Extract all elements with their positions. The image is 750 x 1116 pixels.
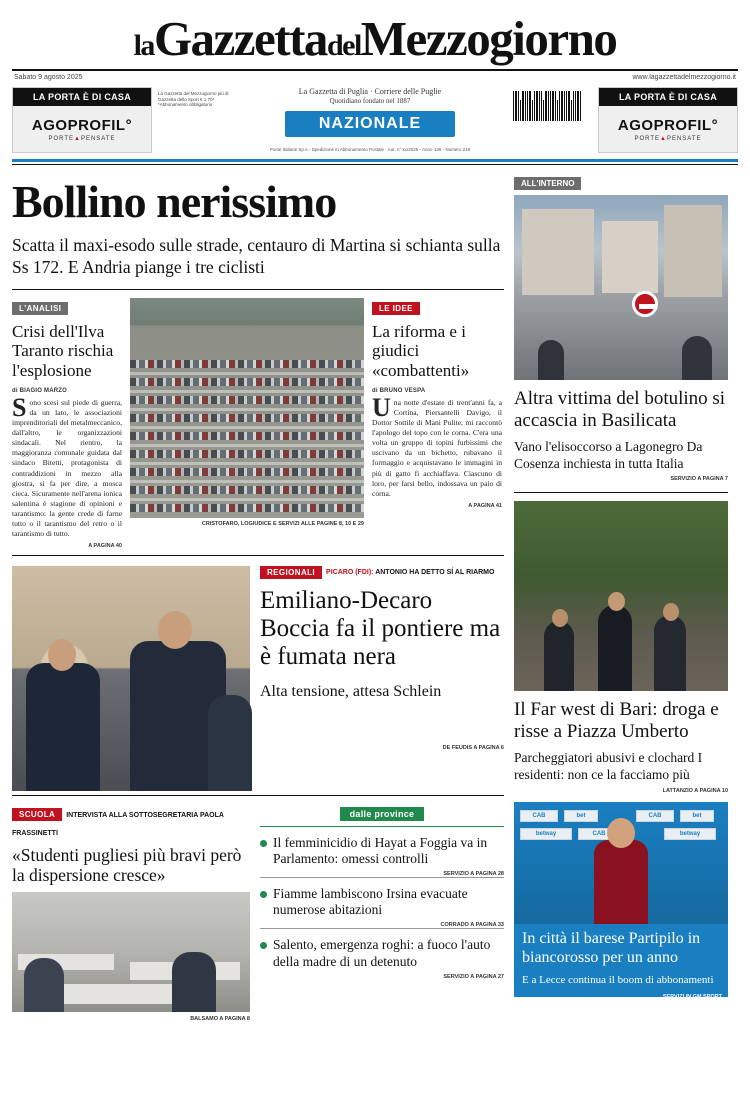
botulino-ref: SERVIZIO A PAGINA 7: [670, 476, 728, 483]
ad-right-headline: LA PORTA È DI CASA: [599, 88, 737, 106]
emiliano-kicker: [326, 569, 494, 576]
scuola-ref: BALSAMO A PAGINA 8: [190, 1015, 250, 1022]
list-item[interactable]: [260, 835, 504, 877]
photo-traffic-cars: [130, 298, 364, 518]
barcode-block: [502, 87, 592, 121]
historic-names: La Gazzetta di Puglia · Corriere delle Puglie: [298, 87, 442, 96]
ad-left-brand: AGOPROFIL°: [31, 116, 133, 134]
lead-headline: Bollino nerissimo: [12, 176, 337, 227]
scuola-kicker: INTERVISTA ALLA SOTTOSEGRETARIA PAOLA FRASSINETTI: [12, 811, 224, 837]
ad-right-tagline: PORTE▲PENSATE: [634, 135, 702, 142]
sponsor-board: betway: [664, 828, 716, 840]
article-scuola: [12, 804, 250, 1022]
analisi-ref: A PAGINA 40: [88, 542, 122, 549]
farwest-subtitle: Parcheggiatori abusivi e clochard I residenti: non ce la facciamo più: [514, 750, 703, 782]
ad-right-tagline-1: PORTE: [634, 135, 661, 142]
sport-title: In città il barese Partipilo in biancorosso per un anno: [522, 929, 701, 966]
botulino-subtitle: Vano l'elisoccorso a Lagonegro Da Cosenza inchiesta in tutta Italia: [514, 438, 703, 471]
emiliano-kicker-dark: ANTONIO HA DETTO SÍ AL RIARMO: [375, 568, 495, 576]
right-divider-1: [514, 492, 728, 493]
sponsor-board: betway: [520, 828, 572, 840]
top-strip: [12, 87, 738, 153]
botulino-title: Altra vittima del botulino si accascia in Basilicata: [514, 388, 726, 431]
lead-photo-block: [130, 298, 364, 549]
sport-ref: SERVIZI IN GM SPORT: [662, 993, 722, 997]
no-entry-sign-icon: [632, 291, 658, 317]
sponsor-board: bet: [564, 810, 598, 822]
barcode-icon: [502, 91, 592, 121]
bullet-icon: [260, 891, 267, 898]
edition-badge: NAZIONALE: [285, 111, 455, 137]
analisi-title: Crisi dell'Ilva Taranto rischia l'esplosione: [12, 321, 114, 380]
photo-politicians: [12, 566, 250, 791]
ad-left[interactable]: [12, 87, 152, 153]
bullet-icon: [260, 942, 267, 949]
bottom-row: [12, 804, 504, 1022]
province-item-text: Fiamme lambiscono Irsina evacuate numerose abitazioni: [273, 885, 468, 918]
article-emiliano: [12, 566, 504, 791]
edition-block: [244, 87, 496, 152]
ad-left-tagline: PORTE▲PENSATE: [48, 135, 116, 142]
photo-traffic-jam: [130, 298, 364, 518]
ad-right[interactable]: [598, 87, 738, 153]
lead-subheadline: Scatta il maxi-esodo sulle strade, centauro di Martina si schianta sulla Ss 172. E Andria piange i tre ciclisti: [12, 235, 501, 277]
sponsor-board: CAB: [578, 828, 620, 840]
tag-idee: LE IDEE: [372, 302, 420, 315]
sport-promo[interactable]: [514, 802, 728, 997]
analisi-byline: di BIAGIO MARZO: [12, 388, 67, 395]
sponsor-board: bet: [680, 810, 714, 822]
postal-fineprint: Poste Italiane Sp.a - Spedizione in Abbonamento Postale - Aut. n° xx/2025 - Anno 139 - Numero 218: [269, 147, 471, 152]
emiliano-subtitle: Alta tensione, attesa Schlein: [260, 682, 442, 700]
lead-divider: [12, 289, 504, 290]
scuola-title: «Studenti pugliesi più bravi però la dispersione cresce»: [12, 844, 242, 886]
farwest-ref: LATTANZIO A PAGINA 10: [662, 787, 728, 794]
province-item-ref: SERVIZIO A PAGINA 28: [443, 870, 504, 877]
tag-allinterno: ALL'INTERNO: [514, 177, 581, 190]
list-item[interactable]: [260, 886, 504, 928]
website-url[interactable]: www.lagazzettadelmezzogiorno.it: [632, 74, 736, 81]
right-column: [514, 173, 728, 1022]
province-divider: [260, 826, 504, 827]
province-item-text: Salento, emergenza roghi: a fuoco l'auto della madre di un detenuto: [273, 937, 491, 969]
emiliano-title: Emiliano-Decaro Boccia fa il pontiere ma è fumata nera: [260, 586, 501, 670]
mid-divider: [12, 555, 504, 556]
idee-title: La riforma e i giudici «combattenti»: [372, 321, 470, 380]
thin-divider: [12, 164, 738, 165]
photo-piazza-umberto: [514, 501, 728, 691]
subscription-fineprint: La Gazzetta del Mezzogiorno più di Gazzetta dello Sport € 1,70* *Abbonamento obbligatorio: [158, 91, 229, 108]
masthead-title-gazzetta: Gazzetta: [153, 11, 327, 66]
founded-line: Quotidiano fondato nel 1887: [329, 97, 411, 105]
emiliano-ref: DE FEUDIS A PAGINA 6: [442, 744, 504, 751]
photo-classroom: [12, 892, 250, 1012]
idee-body: Una notte d'estate di trent'anni fa, a Cortina, Piersantelli Davigo, il Dottor Sottile di Mani Pulite, mi raccontò l'apologo del topo con le corna. C'era una volta un gruppo di topini furbissimi che uscivano da un bichetto, rubavano il formaggio e acquistavano le immagini in più di gatto fi acchiaffava. Ciascuno di loro, per farsi bello, indossava un paio di corna.: [372, 393, 502, 498]
masthead: [12, 0, 738, 81]
ad-right-brand: AGOPROFIL°: [617, 116, 719, 134]
bottom-divider: [12, 795, 504, 796]
province-item-ref: SERVIZIO A PAGINA 27: [443, 973, 504, 980]
ad-left-tagline-2: PENSATE: [80, 135, 116, 142]
idee-ref: A PAGINA 41: [468, 502, 502, 509]
ad-right-tagline-2: PENSATE: [666, 135, 702, 142]
sponsor-board: CAB: [636, 810, 674, 822]
province-block: [260, 804, 504, 1022]
sponsor-board: CAB: [520, 810, 558, 822]
province-item-ref: CORRADO A PAGINA 33: [440, 922, 504, 929]
photo-traffic-caption: CRISTOFARO, LOGIUDICE E SERVIZI ALLE PAGINE 8, 10 E 29: [201, 520, 364, 527]
player-figure: [594, 840, 648, 924]
sport-subtitle: E a Lecce continua il boom di abbonamenti: [522, 973, 714, 986]
issue-date: Sabato 9 agosto 2025: [14, 74, 83, 81]
farwest-title: Il Far west di Bari: droga e risse a Piazza Umberto: [514, 699, 719, 743]
masthead-title: [12, 11, 738, 66]
article-idee: [372, 298, 502, 549]
emiliano-kicker-red: PICARO (FDI):: [326, 568, 374, 576]
province-item-text: Il femminicidio di Hayat a Foggia va in Parlamento: omessi controlli: [273, 834, 488, 866]
masthead-title-del: del: [326, 29, 361, 62]
photo-footballer: [514, 802, 728, 924]
ad-left-tagline-1: PORTE: [48, 135, 75, 142]
idee-byline: di BRUNO VESPA: [372, 388, 426, 395]
tag-province: dalle province: [340, 807, 425, 821]
ad-left-headline: LA PORTA È DI CASA: [13, 88, 151, 106]
province-item-divider: [260, 877, 504, 878]
masthead-title-mezzogiorno: Mezzogiorno: [360, 11, 617, 66]
analisi-body: Sono scesi sul piede di guerra, da un lato, le associazioni imprenditoriali del metalmeccanico, dall'altro, le organizzazioni sindacali. Nel rientro, la maggioranza comunale guidata dal sindaco Bitetti, protagonista di contraddizioni in mezzo alla giostra, si fa per dire, a mosca cieca. Sicuramente nell'arena ionica salentina è stagione di opinioni e tarantismo: la gente crede di farne tutto o il tarantismo del retro o il tarantismo di tutto.: [12, 393, 122, 538]
photo-street-lagonegro: [514, 195, 728, 380]
province-item-divider: [260, 928, 504, 929]
bullet-icon: [260, 840, 267, 847]
article-analisi: [12, 298, 122, 549]
list-item[interactable]: [260, 937, 504, 979]
masthead-title-la: la: [133, 29, 154, 62]
tag-scuola: SCUOLA: [12, 808, 62, 821]
tag-analisi: L'ANALISI: [12, 302, 68, 315]
main-column: [12, 173, 504, 1022]
tag-regionali: REGIONALI: [260, 566, 322, 579]
blue-divider: [12, 159, 738, 162]
